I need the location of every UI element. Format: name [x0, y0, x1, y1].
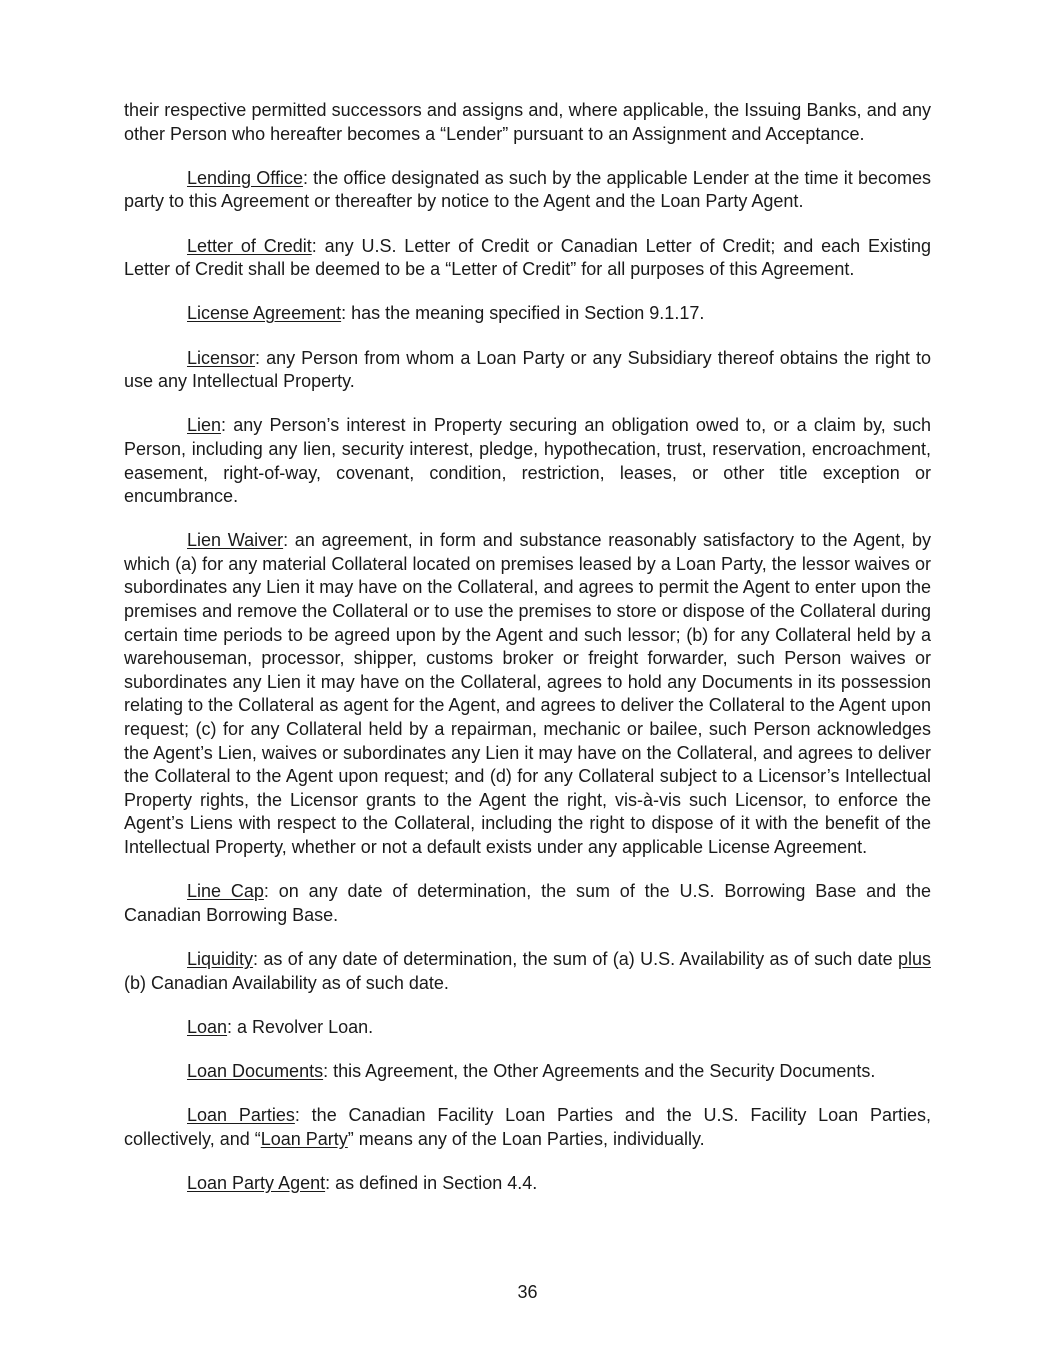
document-page: [124, 99, 931, 1216]
definition-lending-office: [124, 167, 931, 214]
defined-term: Lending Office: [187, 167, 303, 188]
definition-text: : the Canadian Facility Loan Parties and the U.S. Facility Loan Parties, collectively, and “: [124, 1105, 931, 1149]
definition-loan: [124, 1016, 931, 1040]
defined-term: Licensor: [187, 347, 256, 368]
plus-word: plus: [897, 948, 931, 969]
defined-term: Loan Documents: [187, 1060, 324, 1081]
defined-term: Letter of Credit: [187, 235, 312, 256]
definition-licensor: [124, 347, 931, 394]
defined-term: Loan Party Agent: [187, 1172, 326, 1193]
definition-text: : on any date of determination, the sum of the U.S. Borrowing Base and the Canadian Borrowing Base.: [124, 881, 931, 925]
definition-text: : any U.S. Letter of Credit or Canadian Letter of Credit; and each Existing Letter of Credit shall be deemed to be a “Letter of Credit” for all purposes of this Agreement.: [124, 235, 932, 280]
definition-text: : a Revolver Loan.: [227, 1016, 374, 1037]
definition-line-cap: [124, 880, 931, 927]
definition-text: : any Person’s interest in Property securing an obligation owed to, or a claim by, such Person, including any lien, security interest, pledge, hypothecation, trust, reservation, encroachment, easement, right-of-way, covenant, condition, restriction, leases, or other title exception or encumbrance.: [124, 415, 931, 507]
definition-letter-of-credit: [124, 235, 931, 282]
definition-text: : an agreement, in form and substance reasonably satisfactory to the Agent, by which (a) for any material Collateral located on premises leased by a Loan Party, the lessor waives or subordinates any Lien it may have on the Collateral, and agrees to permit the Agent to enter upon the premises and remove the Collateral or to use the premises to store or dispose of the Collateral during certain time periods to be agreed upon by the Agent and such lessor; (b) for any Collateral held by a warehouseman, processor, shipper, customs broker or freight forwarder, such Person waives or subordinates any Lien it may have on the Collateral, agrees to hold any Documents in its possession relating to the Collateral as agent for the Agent, and agrees to deliver the Collateral to the Agent upon request; (c) for any Collateral held by a repairman, mechanic or bailee, such Person acknowledges the Agent’s Lien, waives or subordinates any Lien it may have on the Collateral, and agrees to deliver the Collateral to the Agent upon request; and (d) for any Collateral subject to a Licensor’s Intellectual Property rights, the Licensor grants to the Agent the right, vis-à-vis such Licensor, to enforce the Agent’s Liens with respect to the Collateral, including the right to dispose of it with the benefit of the Intellectual Property, whether or not a default exists under any applicable License Agreement.: [124, 530, 931, 857]
defined-term-inline: Loan Party: [260, 1128, 348, 1149]
definition-text: ” means any of the Loan Parties, individually.: [347, 1128, 705, 1149]
definition-text: : has the meaning specified in Section 9.1.17.: [341, 303, 705, 324]
defined-term: Lien Waiver: [187, 530, 284, 551]
definition-lien: [124, 414, 931, 508]
defined-term: Line Cap: [187, 881, 264, 902]
defined-term: Loan Parties: [187, 1105, 295, 1126]
defined-term: Liquidity: [187, 948, 254, 969]
definition-text: : any Person from whom a Loan Party or any Subsidiary thereof obtains the right to use any Intellectual Property.: [124, 347, 931, 392]
definition-license-agreement: [124, 302, 931, 326]
page-number: 36: [517, 1282, 538, 1302]
definition-text: : the office designated as such by the applicable Lender at the time it becomes party to this Agreement or thereafter by notice to the Agent and the Loan Party Agent.: [124, 167, 931, 212]
defined-term: Loan: [187, 1016, 228, 1037]
definition-loan-party-agent: [124, 1172, 931, 1196]
definition-text: : this Agreement, the Other Agreements and the Security Documents.: [323, 1060, 876, 1081]
definition-liquidity: [124, 948, 931, 995]
definition-continuation: [124, 99, 931, 146]
definition-text: (b) Canadian Availability as of such date.: [124, 972, 449, 993]
defined-term: License Agreement: [187, 303, 342, 324]
defined-term: Lien: [187, 415, 222, 436]
continuation-text: their respective permitted successors and assigns and, where applicable, the Issuing Banks, and any other Person who hereafter becomes a “Lender” pursuant to an Assignment and Acceptance.: [124, 100, 931, 144]
definition-lien-waiver: [124, 529, 931, 859]
definition-loan-documents: [124, 1060, 931, 1084]
definition-loan-parties: [124, 1104, 931, 1151]
definition-text: : as defined in Section 4.4.: [325, 1172, 538, 1193]
definition-text: : as of any date of determination, the sum of (a) U.S. Availability as of such date: [253, 948, 898, 969]
